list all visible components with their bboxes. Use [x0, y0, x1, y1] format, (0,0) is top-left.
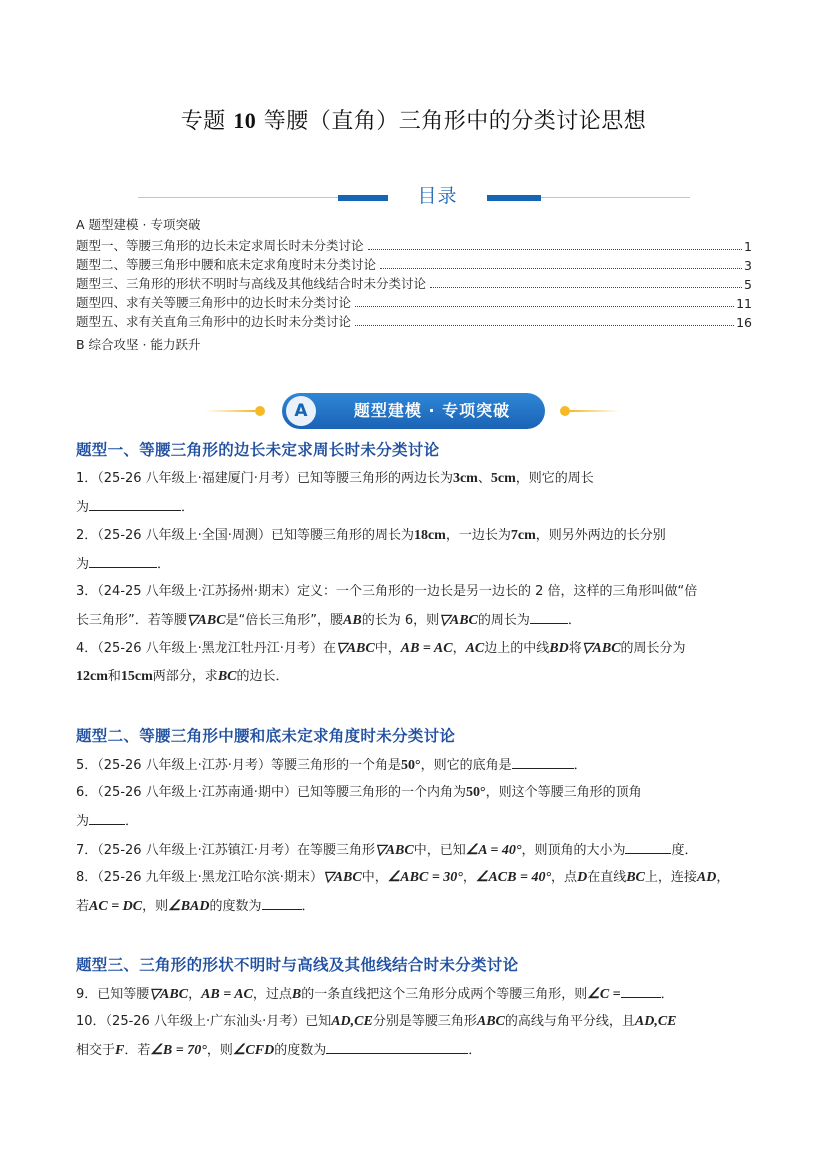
q-math: B	[291, 987, 302, 1002]
q-text: 1．（25-26 八年级上·福建厦门·月考）已知等腰三角形的两边长为	[76, 471, 453, 486]
title-prefix: 专题	[180, 109, 226, 134]
q-text: ，则另外两边的长分别	[535, 528, 666, 543]
question-6-line-1	[76, 784, 642, 802]
answer-blank[interactable]	[89, 498, 181, 511]
q-text: 中，已知	[413, 843, 466, 858]
q-text: 和	[107, 669, 121, 684]
q-text: 度．	[671, 843, 698, 858]
question-4-line-2	[76, 668, 289, 686]
answer-blank[interactable]	[326, 1041, 468, 1054]
question-10-line-2	[76, 1041, 481, 1060]
q-text: ，则	[206, 1043, 233, 1058]
q-text: 分别是等腰三角形	[372, 1014, 477, 1029]
title-main: 等腰（直角）三角形中的分类讨论思想	[263, 109, 647, 134]
question-10-line-1	[76, 1013, 677, 1031]
toc-leader	[368, 249, 743, 250]
answer-blank[interactable]	[621, 985, 661, 998]
q-text: 的度数为	[274, 1043, 327, 1058]
q-text: ．	[301, 899, 315, 914]
q-text: ．	[157, 557, 171, 572]
answer-blank[interactable]	[625, 841, 671, 854]
banner-text: 题型建模 · 专项突破	[353, 401, 511, 420]
q-text: 9．已知等腰	[76, 987, 150, 1002]
q-text: ．	[567, 613, 581, 628]
q-text: 10．（25-26 八年级上·广东汕头·月考）已知	[76, 1014, 332, 1029]
q-text: 若	[76, 899, 90, 914]
q-text: 为	[76, 500, 90, 515]
q-text: ，则顶角的大小为	[521, 843, 626, 858]
toc-title: 目录	[388, 181, 487, 208]
q-text: 、	[477, 471, 491, 486]
q-math: AB = AC	[400, 641, 453, 656]
question-8-line-2	[76, 897, 315, 916]
toc-item-text: 题型二、等腰三角形中腰和底未定求角度时未分类讨论	[76, 257, 377, 272]
q-math: ∠A = 40°	[465, 843, 522, 858]
answer-blank[interactable]	[89, 555, 157, 568]
q-math: ▽ABC	[439, 613, 478, 628]
answer-blank[interactable]	[512, 756, 574, 769]
q-math: AC = DC	[89, 899, 143, 914]
q-math: BC	[217, 669, 237, 684]
page-title	[0, 104, 827, 135]
question-1-line-2	[76, 498, 194, 517]
banner-dot-right	[560, 406, 570, 416]
q-text: ，一边长为	[445, 528, 511, 543]
section-heading-1: 题型一、等腰三角形的边长未定求周长时未分类讨论	[76, 441, 440, 459]
q-text: ，点	[551, 870, 578, 885]
q-text: ，	[452, 641, 466, 656]
banner-wing-left	[205, 410, 255, 412]
q-math: 18cm	[413, 528, 446, 543]
toc-item-3[interactable]	[76, 274, 752, 292]
q-math: BC	[626, 870, 645, 885]
q-math: ▽ABC	[186, 613, 226, 628]
toc-leader	[355, 325, 734, 326]
banner-letter: A	[286, 396, 316, 426]
q-math: ∠B = 70°	[150, 1043, 207, 1058]
toc-bar-right	[487, 195, 541, 201]
answer-blank[interactable]	[262, 897, 302, 910]
answer-blank[interactable]	[89, 812, 125, 825]
q-math: 50°	[465, 785, 486, 800]
q-text: 是“倍长三角形”，腰	[225, 613, 344, 628]
q-math: 7cm	[510, 528, 536, 543]
toc-item-text: 题型四、求有关等腰三角形中的边长时未分类讨论	[76, 295, 352, 310]
q-text: 的一条直线把这个三角形分成两个等腰三角形，则	[301, 987, 588, 1002]
q-text: 2．（25-26 八年级上·全国·周测）已知等腰三角形的周长为	[76, 528, 414, 543]
toc-section-b[interactable]: B 综合攻坚 · 能力跃升	[76, 337, 201, 352]
question-5	[76, 756, 587, 775]
question-2-line-2	[76, 555, 170, 574]
q-text: ．	[125, 814, 139, 829]
q-text: ，则	[142, 899, 169, 914]
q-text: 为	[76, 814, 90, 829]
q-math: ∠C =	[587, 987, 621, 1002]
q-text: 7．（25-26 八年级上·江苏镇江·月考）在等腰三角形	[76, 843, 375, 858]
q-text: 8．（25-26 九年级上·黑龙江哈尔滨·期末）	[76, 870, 323, 885]
toc-section-a[interactable]: A 题型建模 · 专项突破	[76, 217, 201, 232]
q-math: AD	[696, 870, 717, 885]
answer-blank[interactable]	[530, 611, 568, 624]
q-text: 的长为 6，则	[361, 613, 440, 628]
toc-item-5[interactable]	[76, 312, 752, 330]
toc-bar-left	[338, 195, 388, 201]
toc-item-page: 11	[736, 296, 752, 311]
q-math: ▽ABC	[335, 641, 375, 656]
q-text: 两部分，求	[152, 669, 218, 684]
toc-item-text: 题型三、三角形的形状不明时与高线及其他线结合时未分类讨论	[76, 276, 427, 291]
question-2-line-1	[76, 527, 666, 545]
q-math: ∠ABC = 30°	[387, 870, 463, 885]
q-text: 4．（25-26 八年级上·黑龙江牡丹江·月考）在	[76, 641, 336, 656]
q-math: D	[577, 870, 588, 885]
q-text: 中，	[374, 641, 401, 656]
banner-wing-right	[570, 410, 620, 412]
toc-item-text: 题型一、等腰三角形的边长未定求周长时未分类讨论	[76, 238, 364, 253]
q-text: ，	[188, 987, 202, 1002]
question-7	[76, 841, 697, 860]
q-math: F	[115, 1043, 125, 1058]
q-math: BD	[549, 641, 569, 656]
q-text: ，	[716, 870, 730, 885]
q-math: AD,CE	[634, 1014, 677, 1029]
q-math: ∠CFD	[232, 1043, 275, 1058]
q-text: 为	[76, 557, 90, 572]
q-text: ．	[181, 500, 195, 515]
question-9	[76, 985, 674, 1004]
q-text: ，则它的周长	[515, 471, 594, 486]
q-text: 的度数为	[209, 899, 262, 914]
q-text: 在直线	[587, 870, 627, 885]
q-math: ▽ABC	[374, 843, 414, 858]
question-6-line-2	[76, 812, 138, 831]
question-3-line-2	[76, 611, 581, 630]
toc-item-page: 16	[736, 315, 752, 330]
q-math: ▽ABC	[322, 870, 362, 885]
toc-item-4[interactable]	[76, 293, 752, 311]
q-text: 相交于	[76, 1043, 116, 1058]
q-text: 的高线与角平分线，且	[504, 1014, 635, 1029]
q-text: 6．（25-26 八年级上·江苏南通·期中）已知等腰三角形的一个内角为	[76, 785, 466, 800]
section-heading-3: 题型三、三角形的形状不明时与高线及其他线结合时未分类讨论	[76, 956, 519, 974]
q-text: ．	[468, 1043, 482, 1058]
toc-leader	[380, 268, 742, 269]
q-text: 将	[568, 641, 582, 656]
q-math: 50°	[400, 758, 421, 773]
q-text: 的周长分为	[620, 641, 686, 656]
question-4-line-1	[76, 640, 686, 658]
toc-item-page: 5	[744, 277, 752, 292]
q-text: ．若	[124, 1043, 151, 1058]
q-text: 中，	[361, 870, 388, 885]
q-math: 3cm	[452, 471, 478, 486]
q-math: AC	[465, 641, 485, 656]
toc-item-2[interactable]	[76, 255, 752, 273]
q-text: 的周长为	[477, 613, 530, 628]
question-3-line-1: 3．（24-25 八年级上·江苏扬州·期末）定义：一个三角形的一边长是另一边长的 2 倍，这样的三角形叫做“倍	[76, 584, 698, 599]
q-math: ∠BAD	[168, 899, 210, 914]
title-number: 10	[233, 108, 257, 133]
q-text: ，过点	[252, 987, 292, 1002]
q-text: ，	[462, 870, 476, 885]
question-8-line-1	[76, 869, 729, 887]
q-math: ABC	[476, 1014, 505, 1029]
q-math: AD,CE	[331, 1014, 373, 1029]
toc-leader	[355, 306, 734, 307]
section-heading-2: 题型二、等腰三角形中腰和底未定求角度时未分类讨论	[76, 727, 456, 745]
section-banner	[205, 393, 620, 429]
q-text: 上，连接	[644, 870, 697, 885]
q-math: 5cm	[490, 471, 516, 486]
q-math: ▽ABC	[149, 987, 189, 1002]
question-1-line-1	[76, 470, 594, 488]
q-math: AB	[343, 613, 362, 628]
q-math: 15cm	[120, 669, 153, 684]
q-math: 12cm	[76, 669, 108, 684]
q-text: ．	[573, 758, 587, 773]
toc-leader	[430, 287, 742, 288]
banner-dot-left	[255, 406, 265, 416]
q-text: 边上的中线	[484, 641, 550, 656]
q-text: ，则这个等腰三角形的顶角	[485, 785, 642, 800]
q-text: 长三角形”．若等腰	[76, 613, 187, 628]
toc-item-page: 3	[744, 258, 752, 273]
q-text: ．	[660, 987, 674, 1002]
q-text: 5．（25-26 八年级上·江苏·月考）等腰三角形的一个角是	[76, 758, 401, 773]
toc-item-text: 题型五、求有关直角三角形中的边长时未分类讨论	[76, 314, 352, 329]
q-text: ，则它的底角是	[420, 758, 512, 773]
toc-item-page: 1	[744, 239, 752, 254]
q-math: ▽ABC	[581, 641, 621, 656]
q-math: AB = AC	[201, 987, 253, 1002]
toc-header	[138, 181, 690, 211]
q-math: ∠ACB = 40°	[475, 870, 552, 885]
toc-item-1[interactable]	[76, 236, 752, 254]
q-text: 的边长．	[236, 669, 289, 684]
